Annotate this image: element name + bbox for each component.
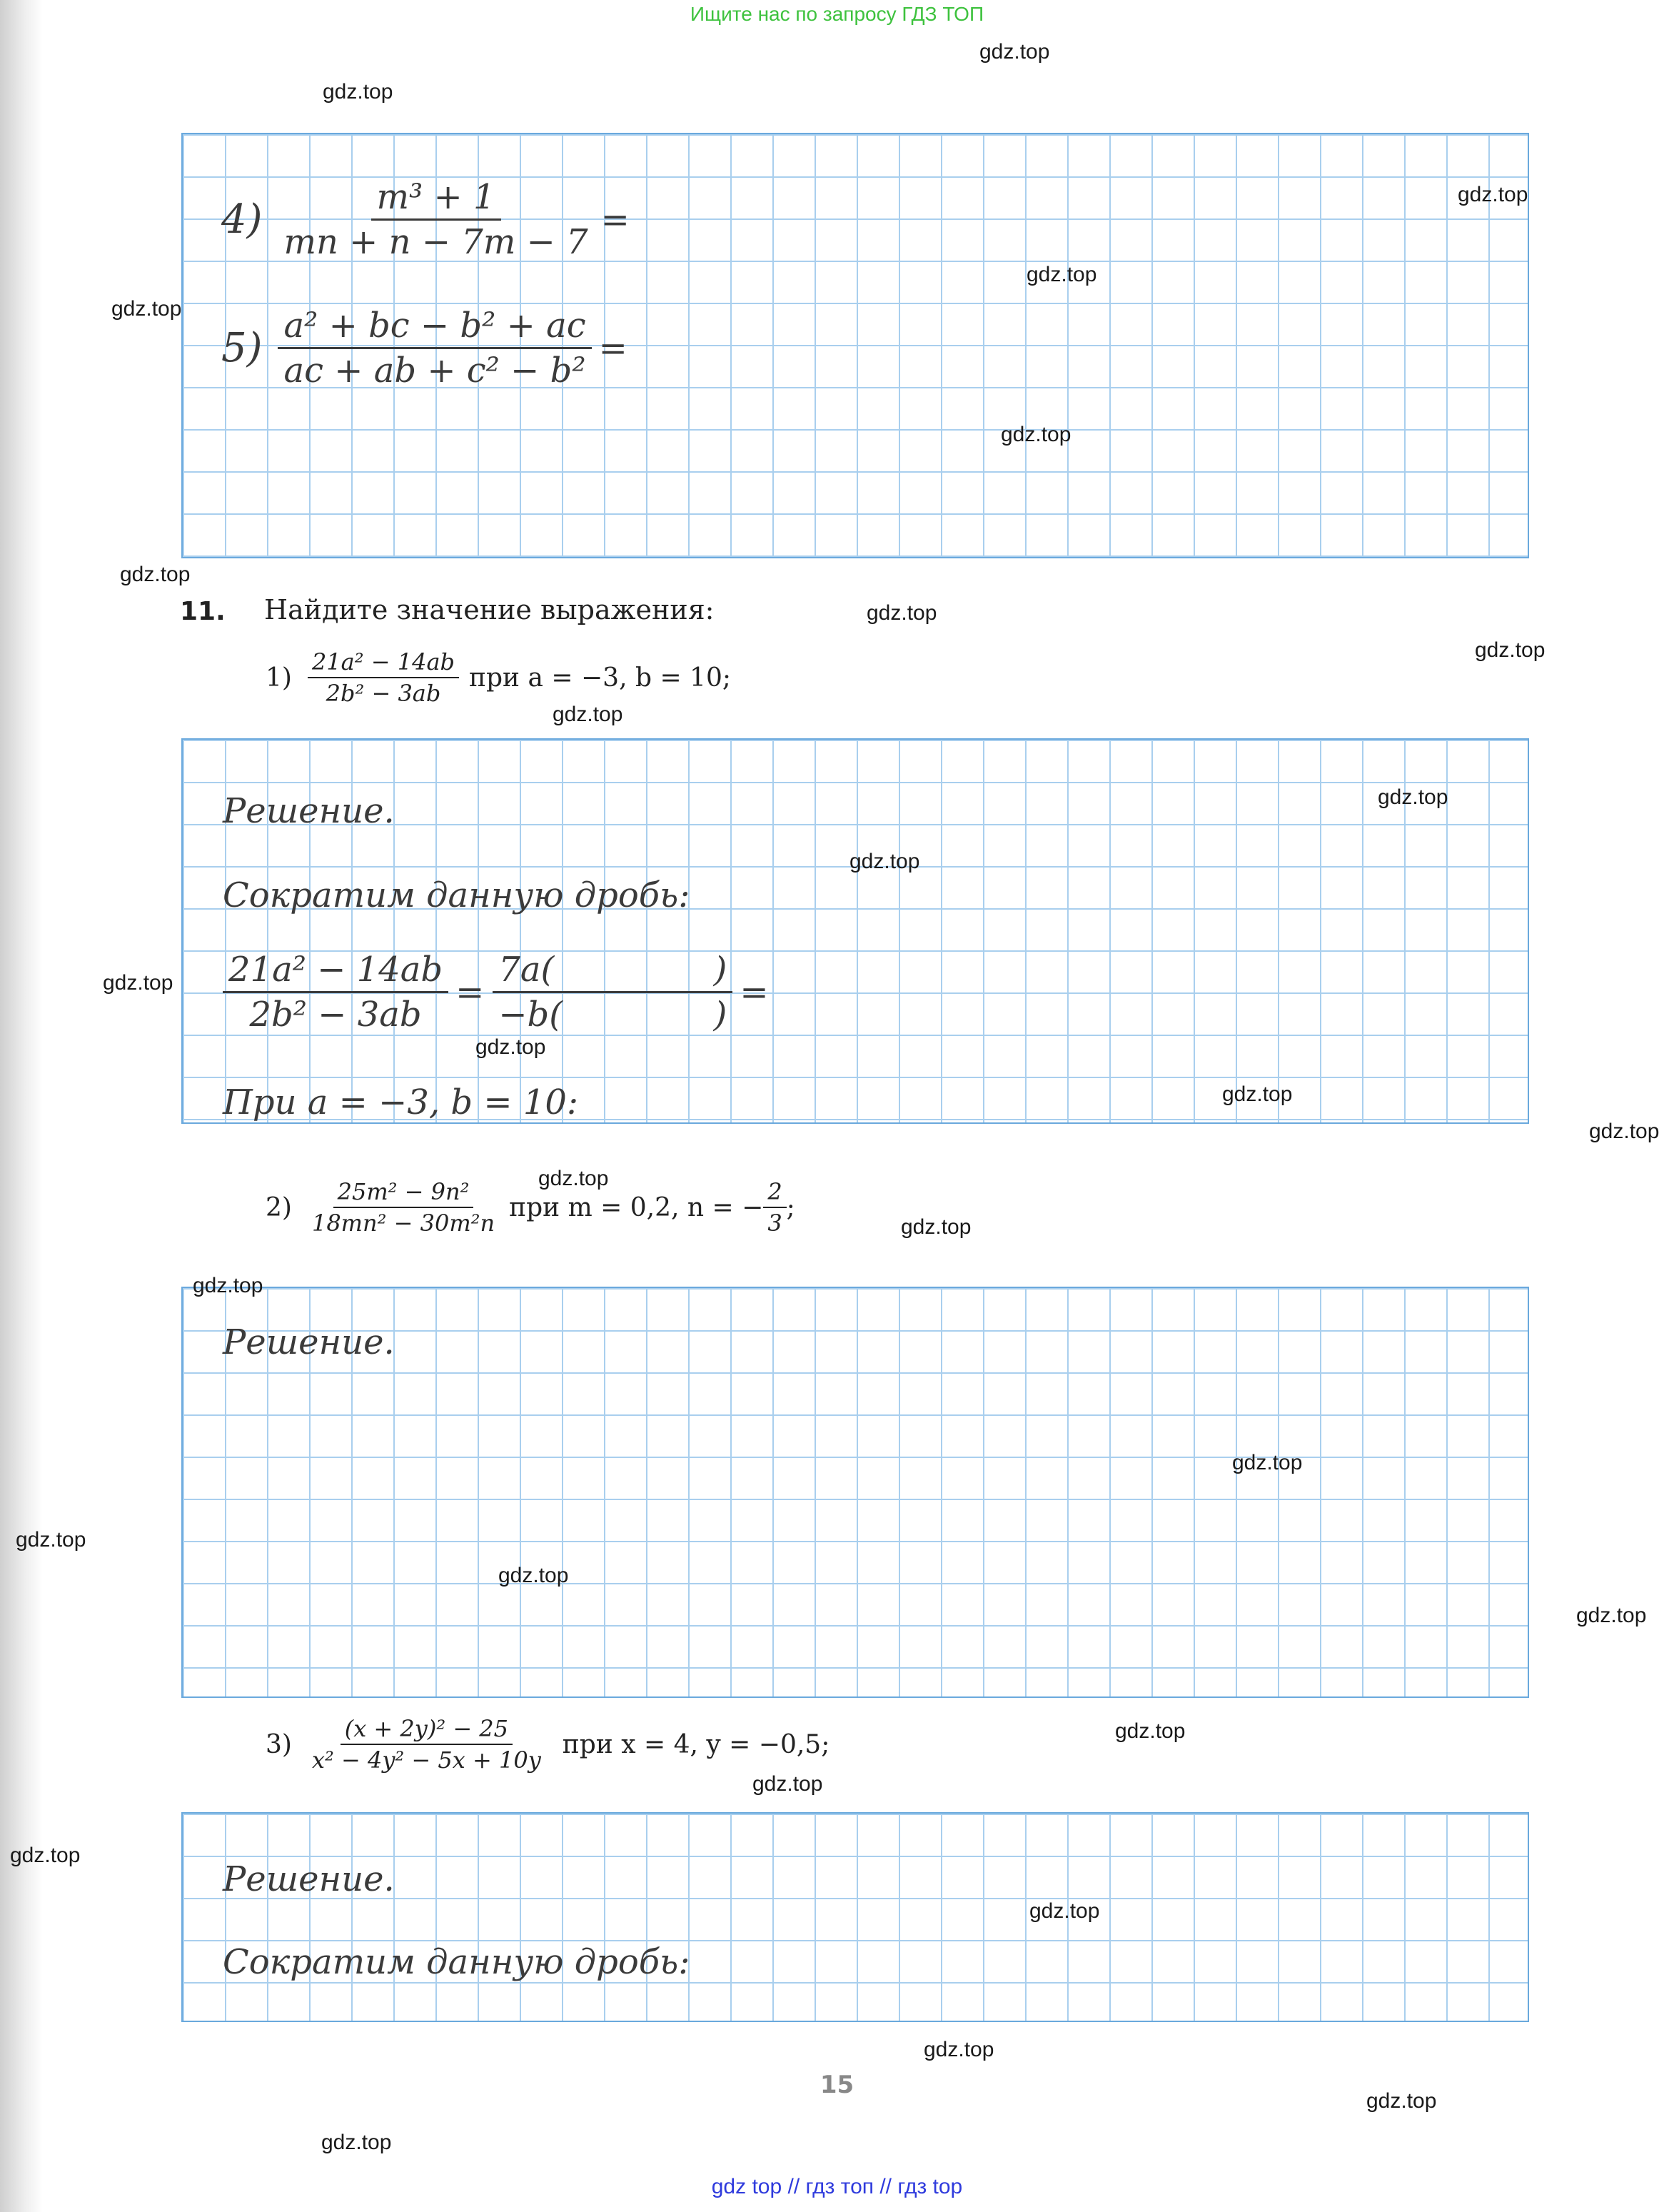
part-2-condition-numerator: 2 bbox=[763, 1178, 786, 1208]
watermark: gdz.top bbox=[498, 1564, 569, 1587]
watermark: gdz.top bbox=[103, 971, 173, 995]
watermark: gdz.top bbox=[1222, 1082, 1293, 1106]
part-1-denominator: 2b² − 3ab bbox=[326, 680, 441, 707]
watermark: gdz.top bbox=[111, 297, 182, 321]
task-number: 11. bbox=[180, 597, 226, 626]
part-1-result-numerator bbox=[493, 950, 732, 993]
watermark: gdz.top bbox=[1576, 1604, 1647, 1627]
item-5-denominator: ac + ab + c² − b² bbox=[283, 351, 586, 391]
item-4 bbox=[221, 177, 630, 262]
item-5-label: 5) bbox=[221, 325, 263, 371]
part-2-fraction bbox=[308, 1178, 499, 1237]
part-1-reduce-label: Сократим данную дробь: bbox=[223, 875, 690, 915]
part-3-solution-label: Решение. bbox=[223, 1859, 395, 1899]
part-3-fraction bbox=[308, 1715, 545, 1774]
part-1-statement bbox=[266, 648, 731, 707]
watermark: gdz.top bbox=[16, 1528, 86, 1552]
part-3-denominator: x² − 4y² − 5x + 10y bbox=[311, 1746, 541, 1774]
watermark: gdz.top bbox=[867, 601, 937, 625]
part-1-label: 1) bbox=[266, 663, 292, 693]
watermark: gdz.top bbox=[10, 1844, 81, 1867]
watermark: gdz.top bbox=[323, 80, 393, 104]
watermark: gdz.top bbox=[1475, 638, 1546, 662]
part-1-condition: при a = −3, b = 10; bbox=[469, 663, 731, 693]
part-2-solution-label: Решение. bbox=[223, 1322, 395, 1362]
part-3-label: 3) bbox=[266, 1729, 292, 1759]
part-1-result-fraction bbox=[491, 950, 734, 1035]
part-2-condition-suffix: ; bbox=[786, 1192, 795, 1222]
watermark: gdz.top bbox=[1232, 1451, 1303, 1474]
item-5 bbox=[221, 306, 627, 391]
item-5-equals: = bbox=[598, 328, 627, 368]
part-1-reduction bbox=[223, 950, 769, 1035]
top-banner[interactable]: Ищите нас по запросу ГДЗ ТОП bbox=[690, 3, 984, 25]
part-2-label: 2) bbox=[266, 1192, 292, 1222]
item-4-equals: = bbox=[600, 199, 630, 240]
item-4-numerator: m³ + 1 bbox=[371, 177, 501, 221]
item-4-denominator: mn + n − 7m − 7 bbox=[283, 222, 588, 262]
watermark: gdz.top bbox=[1001, 423, 1072, 446]
part-1-result-den-open: −b( bbox=[498, 995, 563, 1035]
part-1-reduction-numerator: 21a² − 14ab bbox=[223, 950, 448, 993]
part-1-reduction-fraction bbox=[223, 950, 448, 1035]
grid-block-4 bbox=[181, 1812, 1529, 2022]
watermark: gdz.top bbox=[193, 1274, 263, 1297]
watermark: gdz.top bbox=[1378, 785, 1448, 809]
watermark: gdz.top bbox=[752, 1772, 823, 1796]
bottom-banner[interactable]: gdz top // гдз топ // гдз top bbox=[711, 2175, 963, 2198]
part-2-denominator: 18mn² − 30m²n bbox=[311, 1210, 495, 1237]
part-1-fraction bbox=[308, 648, 459, 707]
part-2-numerator: 25m² − 9n² bbox=[333, 1178, 474, 1208]
part-1-solution-label: Решение. bbox=[223, 791, 395, 831]
part-2-condition: при m = 0,2, n = − bbox=[509, 1192, 764, 1222]
watermark: gdz.top bbox=[321, 2131, 392, 2154]
watermark: gdz.top bbox=[901, 1215, 972, 1239]
watermark: gdz.top bbox=[1589, 1120, 1660, 1143]
watermark: gdz.top bbox=[475, 1035, 546, 1059]
part-1-result-den-close: ) bbox=[713, 995, 727, 1035]
watermark: gdz.top bbox=[120, 563, 191, 586]
part-2-statement bbox=[266, 1178, 795, 1237]
watermark: gdz.top bbox=[924, 2038, 994, 2061]
page-edge-shadow bbox=[0, 0, 43, 2212]
part-1-result-equals: = bbox=[740, 972, 769, 1012]
part-2-condition-denominator: 3 bbox=[767, 1210, 782, 1237]
item-5-fraction bbox=[278, 306, 591, 391]
part-1-result-num-open: 7a( bbox=[498, 950, 555, 990]
part-1-reduction-denominator: 2b² − 3ab bbox=[249, 995, 422, 1035]
part-1-result-denominator bbox=[493, 993, 732, 1035]
part-3-condition: при x = 4, y = −0,5; bbox=[562, 1729, 830, 1759]
part-1-result-num-close: ) bbox=[713, 950, 727, 990]
part-1-reduction-equals: = bbox=[455, 972, 485, 1012]
part-1-numerator: 21a² − 14ab bbox=[308, 648, 459, 678]
watermark: gdz.top bbox=[1029, 1899, 1100, 1923]
part-3-statement bbox=[266, 1715, 830, 1774]
watermark: gdz.top bbox=[1458, 183, 1528, 206]
part-2-condition-fraction bbox=[763, 1178, 786, 1237]
watermark: gdz.top bbox=[979, 40, 1050, 64]
watermark: gdz.top bbox=[538, 1167, 609, 1190]
watermark: gdz.top bbox=[1027, 263, 1097, 286]
part-1-substitution: При a = −3, b = 10: bbox=[223, 1082, 579, 1122]
watermark: gdz.top bbox=[849, 850, 920, 873]
page-number: 15 bbox=[820, 2071, 854, 2099]
watermark: gdz.top bbox=[1366, 2089, 1437, 2113]
watermark: gdz.top bbox=[1115, 1719, 1186, 1743]
task-title: Найдите значение выражения: bbox=[264, 594, 715, 625]
item-4-label: 4) bbox=[221, 196, 263, 243]
item-4-fraction bbox=[278, 177, 593, 262]
part-3-numerator: (x + 2y)² − 25 bbox=[341, 1715, 513, 1745]
item-5-numerator: a² + bc − b² + ac bbox=[278, 306, 591, 349]
watermark: gdz.top bbox=[553, 703, 623, 726]
part-3-reduce-label: Сократим данную дробь: bbox=[223, 1942, 690, 1982]
